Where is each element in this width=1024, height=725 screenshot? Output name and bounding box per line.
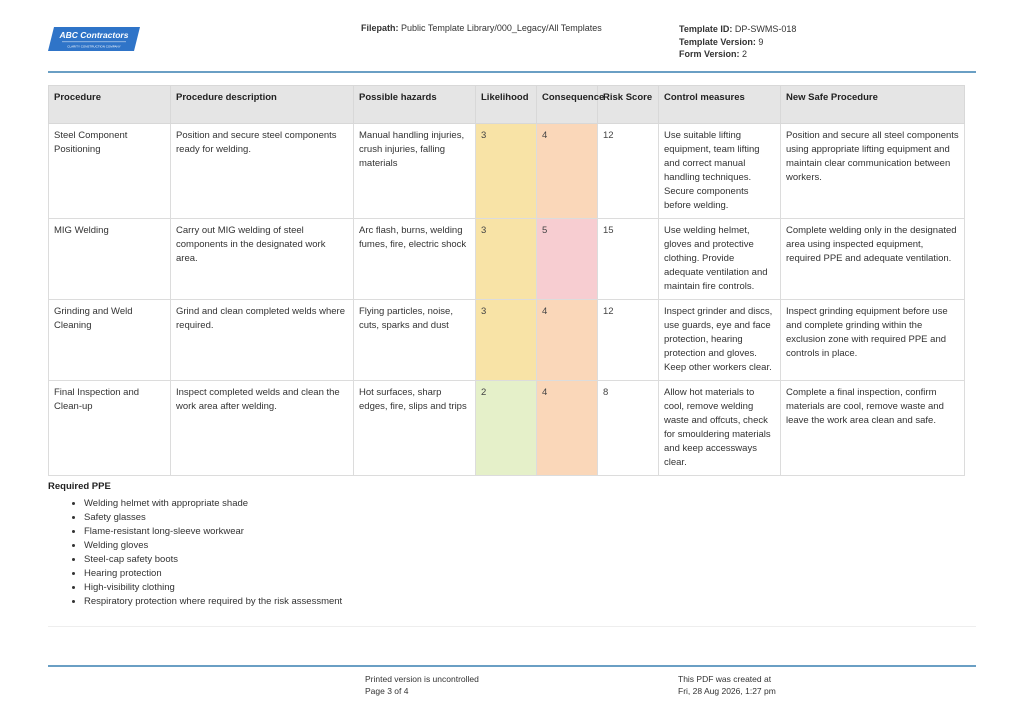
page-number: Page 3 of 4 [365, 685, 409, 696]
col-hazards: Possible hazards [354, 86, 476, 124]
table-row [49, 381, 965, 476]
section-divider [48, 626, 976, 627]
col-procedure: Procedure [49, 86, 171, 124]
cell-consequence: 4 [537, 300, 598, 381]
created-date: Fri, 28 Aug 2026, 1:27 pm [678, 685, 776, 696]
cell-description: Inspect completed welds and clean the work area after welding. [171, 381, 354, 476]
table-row [49, 124, 965, 219]
col-consequence: Consequence [537, 86, 598, 124]
form-version-value: 2 [742, 49, 748, 59]
list-item: • Steel-cap safety boots [84, 553, 342, 567]
svg-text:CLARITY CONSTRUCTION COMPANY: CLARITY CONSTRUCTION COMPANY [67, 44, 121, 49]
cell-hazards: Manual handling injuries, crush injuries, falling materials [354, 124, 476, 219]
company-logo [48, 26, 140, 52]
cell-description: Carry out MIG welding of steel components in the designated work area. [171, 219, 354, 300]
list-item: • Safety glasses [84, 511, 342, 525]
cell-description: Grind and clean completed welds where required. [171, 300, 354, 381]
cell-controls: Allow hot materials to cool, remove welding waste and offcuts, check for smouldering materials and keep accessways clear. [659, 381, 781, 476]
template-version-label: Template Version: [679, 36, 756, 47]
cell-risk-score: 8 [598, 381, 659, 476]
template-version-value: 9 [758, 36, 764, 47]
uncontrolled-note: Printed version is uncontrolled [365, 674, 479, 684]
cell-likelihood: 2 [476, 381, 537, 476]
filepath-value: Public Template Library/000_Legacy/All Templates [401, 23, 602, 33]
cell-consequence: 4 [537, 381, 598, 476]
cell-new-procedure: Position and secure all steel components using appropriate lifting equipment and maintain clear communication between workers. [781, 124, 965, 219]
table-header-row [49, 86, 965, 124]
cell-procedure: Final Inspection and Clean-up [49, 381, 171, 476]
cell-risk-score: 15 [598, 219, 659, 300]
cell-hazards: Hot surfaces, sharp edges, fire, slips and trips [354, 381, 476, 476]
header-divider [48, 71, 976, 73]
cell-consequence: 5 [537, 219, 598, 300]
filepath-label: Filepath: [361, 23, 399, 33]
filepath [361, 23, 602, 33]
cell-likelihood: 3 [476, 219, 537, 300]
col-likelihood: Likelihood [476, 86, 537, 124]
cell-likelihood: 3 [476, 300, 537, 381]
cell-new-procedure: Complete a final inspection, confirm materials are cool, remove waste and leave the work area clean and safe. [781, 381, 965, 476]
list-item: • Flame-resistant long-sleeve workwear [84, 525, 342, 539]
cell-hazards: Flying particles, noise, cuts, sparks and dust [354, 300, 476, 381]
cell-new-procedure: Complete welding only in the designated area using inspected equipment, required PPE and adequate ventilation. [781, 219, 965, 300]
list-item: • Respiratory protection where required by the risk assessment [84, 595, 342, 609]
cell-procedure: MIG Welding [49, 219, 171, 300]
col-new-procedure: New Safe Procedure [781, 86, 965, 124]
ppe-title: Required PPE [48, 481, 111, 492]
cell-procedure: Grinding and Weld Cleaning [49, 300, 171, 381]
ppe-list [48, 497, 342, 609]
cell-controls: Use suitable lifting equipment, team lifting and correct manual handling techniques. Secure components before welding. [659, 124, 781, 219]
cell-consequence: 4 [537, 124, 598, 219]
list-item: • Hearing protection [84, 567, 342, 581]
template-id-label: Template ID: [679, 24, 733, 34]
footer-created-info [678, 674, 776, 697]
cell-risk-score: 12 [598, 300, 659, 381]
form-version-label: Form Version: [679, 49, 740, 59]
created-label: This PDF was created at [678, 674, 772, 684]
form-version [679, 48, 796, 61]
table-row [49, 219, 965, 300]
col-description: Procedure description [171, 86, 354, 124]
cell-hazards: Arc flash, burns, welding fumes, fire, electric shock [354, 219, 476, 300]
list-item: • Welding helmet with appropriate shade [84, 497, 342, 511]
template-id [679, 23, 796, 36]
table-row [49, 300, 965, 381]
cell-procedure: Steel Component Positioning [49, 124, 171, 219]
cell-controls: Inspect grinder and discs, use guards, eye and face protection, hearing protection and gloves. Keep other workers clear. [659, 300, 781, 381]
cell-description: Position and secure steel components ready for welding. [171, 124, 354, 219]
list-item: • Welding gloves [84, 539, 342, 553]
col-controls: Control measures [659, 86, 781, 124]
footer-divider [48, 665, 976, 667]
cell-risk-score: 12 [598, 124, 659, 219]
cell-controls: Use welding helmet, gloves and protective clothing. Provide adequate ventilation and maintain fire controls. [659, 219, 781, 300]
list-item: • High-visibility clothing [84, 581, 342, 595]
template-id-value: DP-SWMS-018 [734, 24, 797, 34]
col-risk-score: Risk Score [598, 86, 659, 124]
risk-table [48, 85, 965, 476]
footer-page-info [365, 674, 479, 697]
template-info [679, 23, 796, 61]
svg-text:ABC Contractors: ABC Contractors [59, 30, 129, 40]
cell-likelihood: 3 [476, 124, 537, 219]
cell-new-procedure: Inspect grinding equipment before use and complete grinding within the exclusion zone with required PPE and controls in place. [781, 300, 965, 381]
template-version [679, 36, 796, 49]
